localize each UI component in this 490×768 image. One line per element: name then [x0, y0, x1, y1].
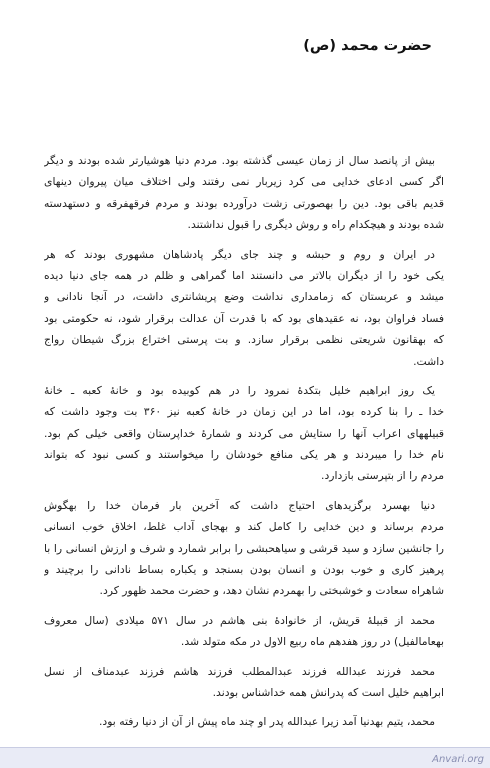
paragraph-gap [44, 236, 444, 244]
text-line: شاهراه سعادت و خوشبختی را بهمردم نشان دهد، و حضرت محمد ظهور کرد. [99, 584, 444, 598]
bottom-bar [0, 747, 490, 768]
text-line: خدا ـ را بنا کرده بود، اما در این زمان در خانهٔ کعبه نیز ۳۶۰ بت وجود داشت که [44, 405, 444, 419]
text-line: بهعامالفیل) در روز هفدهم ماه ربیع الاول در مکه متولد شد. [180, 635, 444, 649]
text-line: یکی خود را از دیگران بالاتر می دانستند اما گمراهی و ظلم در همه جای دنیا دیده [44, 268, 444, 282]
paragraph [44, 495, 444, 602]
paragraph [44, 244, 444, 372]
body-text [44, 150, 444, 733]
paragraph-gap [44, 602, 444, 610]
text-line: را جانشین سازد و سید قرشی و سیاهحبشی را برابر شمارد و شرف و ارزش انسانی را با [44, 541, 444, 555]
text-line: داشت. [413, 354, 444, 368]
text-line: ابراهیم خلیل است که پدرانش همه خداشناس بودند. [212, 685, 444, 699]
paragraph [44, 150, 444, 236]
text-line: نام خدا را میبردند و هر یکی منافع خودشان را میخواستند و کسی نبود که بتواند [44, 448, 444, 462]
watermark: Anvari.org [432, 754, 484, 765]
text-line: مردم را از بتپرستی بازدارد. [321, 469, 444, 483]
paragraph-gap [44, 372, 444, 380]
text-line: مردم برساند و دین خدایی را کامل کند و بهجای آداب غلط، اخلاق خوب انسانی [44, 520, 444, 534]
page-title: حضرت محمد (ص) [303, 38, 432, 54]
text-line: در ایران و روم و حبشه و چند جای دیگر پادشاهان مشهوری بودند که هر [44, 247, 435, 261]
text-line: بیش از پانصد سال از زمان عیسی گذشته بود. مردم دنیا هوشیارتر شده بودند و دیگر [44, 154, 435, 167]
text-line: دنیا بهسرد برگزیدهای احتیاج داشت که آخرین بار فرمان خدا را بهگوش [44, 498, 435, 512]
text-line: که بهقانون شریعتی نظمی برقرار سازد. و بت پرستی اختراع بزرگ شیطان رواج [44, 333, 444, 347]
text-line: شده بودند و هیچکدام راه و روش دیگری را قبول نداشتند. [187, 218, 444, 232]
paragraph-gap [44, 703, 444, 711]
paragraph-gap [44, 487, 444, 495]
text-line: پرهیز کاری و خوب بودن و انسان بودن بسنجد و یکباره بساط نادانی را برچیند و [44, 563, 444, 577]
text-line: فساد فراوان بود، نه عقیدهای بود که با قدرت آن عدالت برقرار شود، نه حکومتی بود [44, 311, 444, 325]
text-line: یک روز ابراهیم خلیل بتکدهٔ نمرود را در هم کوبیده بود و خانهٔ کعبه ـ خانهٔ [44, 383, 435, 397]
paragraph [44, 711, 444, 732]
text-line: قبیلههای اعراب آنها را ستایش می کردند و شمارهٔ خداپرستان واقعی خیلی کم بود. [44, 426, 444, 440]
text-line: محمد فرزند عبدالله فرزند عبدالمطلب فرزند هاشم فرزند عبدمناف از نسل [44, 664, 435, 678]
text-line: اگر کسی ادعای خدایی می کرد زیربار نمی رفتند ولی اختلاف میان پیروان دینهای [44, 175, 444, 189]
paragraph [44, 610, 444, 653]
paragraph [44, 661, 444, 704]
text-line: محمد از قبیلهٔ قریش، از خانوادهٔ بنی هاشم در سال ۵۷۱ میلادی (سال معروف [44, 613, 435, 627]
paragraph [44, 380, 444, 487]
text-line: میشد و عربستان که زمامداری نداشت وضع پریشانتری داشت، در آنجا نادانی و [44, 290, 444, 304]
text-line: قدیم باقی بود. دین را بهصورتی زشت درآورده بودند و مردم فرقهفرقه و دستهدسته [44, 196, 444, 210]
paragraph-gap [44, 653, 444, 661]
text-line: محمد، یتیم بهدنیا آمد زیرا عبدالله پدر او چند ماه پیش از آن از دنیا رفته بود. [98, 715, 435, 729]
